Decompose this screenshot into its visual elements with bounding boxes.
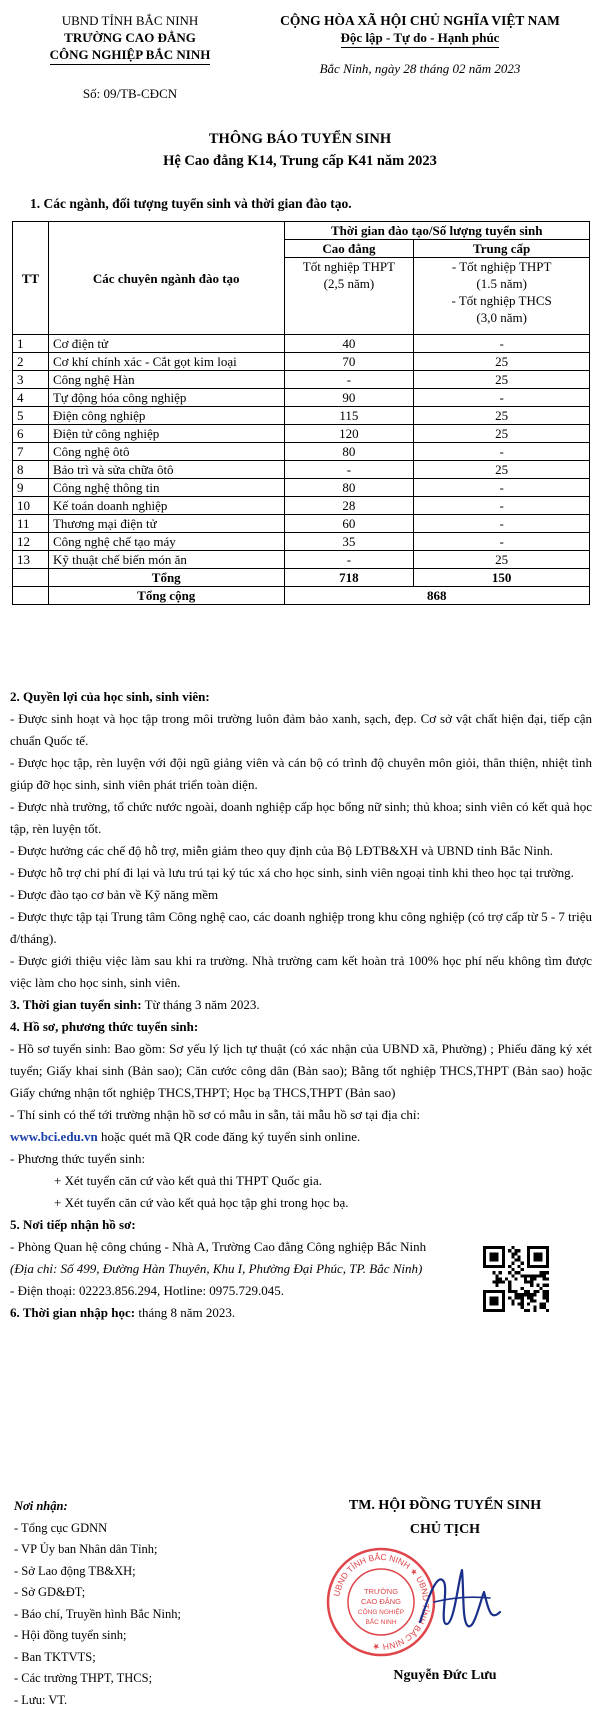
table-row: [13, 533, 590, 551]
benefit-item: - Được thực tập tại Trung tâm Công nghệ cao, các doanh nghiệp trong khu công nghiệp (có trợ cấp từ 5 - 7 triệu đ/tháng).: [10, 909, 592, 946]
recipient-item: - Báo chí, Truyền hình Bắc Ninh;: [14, 1606, 182, 1621]
row-cd: 115: [284, 407, 414, 425]
recipient-item: - Sở Lao động TB&XH;: [14, 1563, 136, 1578]
row-number: 6: [13, 425, 49, 443]
signer-name: Nguyễn Đức Lưu: [393, 1668, 497, 1683]
table-row: [13, 389, 590, 407]
form-text: - Thí sinh có thể tới trường nhận hồ sơ có mẫu in sẵn, tải mẫu hồ sơ tại địa chỉ: www.bci.edu.vn hoặc quét mã QR code đăng ký tuyển sinh online.: [10, 1107, 421, 1144]
row-major: Công nghệ ôtô: [48, 443, 284, 461]
row-tc: -: [414, 335, 590, 353]
qr-code-icon[interactable]: [483, 1246, 549, 1312]
row-number: 3: [13, 371, 49, 389]
recipient-item: - VP Ủy ban Nhân dân Tỉnh;: [14, 1542, 158, 1556]
row-major: Điện công nghiệp: [48, 407, 284, 425]
place-date: Bắc Ninh, ngày 28 tháng 02 năm 2023: [319, 61, 521, 76]
section6-heading: 6. Thời gian nhập học:: [10, 1305, 136, 1320]
dossier-text: - Hồ sơ tuyển sinh: Bao gồm: Sơ yếu lý lịch tự thuật (có xác nhận của UBND xã, Phường) ; Phiếu đăng ký xét tuyển; Giấy khai sinh (Bản sao); Căn cước công dân (Bản sao); Bằng tốt nghiệp THCS,THPT (Bản sao) hoặc Giấy chứng nhận tốt nghiệp THCS,THPT; Học bạ THCS,THPT (Bản sao): [10, 1041, 592, 1100]
issuer-line1: UBND TỈNH BẮC NINH: [61, 13, 199, 28]
benefit-item: - Được giới thiệu việc làm sau khi ra trường. Nhà trường cam kết hoàn trả 100% học phí nếu không tìm được việc làm cho học sinh, sinh viên.: [10, 953, 592, 990]
nation-block: [246, 12, 594, 77]
row-number: 12: [13, 533, 49, 551]
benefit-item: - Được hưởng các chế độ hỗ trợ, miễn giảm theo quy định của Bộ LĐTB&XH và UBND tỉnh Bắc Ninh.: [10, 843, 554, 858]
table-row: [13, 425, 590, 443]
section2-heading: 2. Quyền lợi của học sinh, sinh viên:: [10, 689, 210, 704]
row-major: Điện tử công nghiệp: [48, 425, 284, 443]
table-row: [13, 551, 590, 569]
issuer-block: [10, 12, 250, 102]
row-tc: 25: [414, 551, 590, 569]
section1-heading: 1. Các ngành, đối tượng tuyển sinh và thời gian đào tạo.: [30, 196, 352, 211]
row-cd: 35: [284, 533, 414, 551]
row-cd: 80: [284, 479, 414, 497]
row-major: Tự động hóa công nghiệp: [48, 389, 284, 407]
row-major: Công nghệ Hàn: [48, 371, 284, 389]
section6-text: tháng 8 năm 2023.: [135, 1305, 236, 1320]
recipients-block: [14, 1496, 284, 1711]
row-tc: -: [414, 515, 590, 533]
grand-total-value: 868: [284, 587, 589, 605]
row-major: Công nghệ chế tạo máy: [48, 533, 284, 551]
issuer-line2: TRƯỜNG CAO ĐẲNG: [64, 30, 196, 45]
doc-number: Số: 09/TB-CĐCN: [82, 86, 178, 101]
svg-text:CÔNG NGHIỆP: CÔNG NGHIỆP: [357, 1609, 405, 1616]
method-1: + Xét tuyển căn cứ vào kết quả thi THPT Quốc gia.: [54, 1173, 323, 1188]
row-number: 5: [13, 407, 49, 425]
reception-place: - Phòng Quan hệ công chúng - Nhà A, Trường Cao đẳng Công nghiệp Bắc Ninh: [10, 1239, 427, 1254]
section5-heading: 5. Nơi tiếp nhận hồ sơ:: [10, 1217, 136, 1232]
row-cd: 40: [284, 335, 414, 353]
method-2: + Xét tuyển căn cứ vào kết quả học tập ghi trong học bạ.: [54, 1195, 349, 1210]
table-row: [13, 335, 590, 353]
row-major: Kế toán doanh nghiệp: [48, 497, 284, 515]
section3-heading: 3. Thời gian tuyển sinh:: [10, 997, 142, 1012]
recipient-item: - Sở GD&ĐT;: [14, 1585, 86, 1599]
method-heading: - Phương thức tuyển sinh:: [10, 1151, 146, 1166]
table-row: [13, 497, 590, 515]
row-cd: 120: [284, 425, 414, 443]
row-number: 1: [13, 335, 49, 353]
row-major: Cơ điện tử: [48, 335, 284, 353]
recipient-item: - Tổng cục GDNN: [14, 1520, 108, 1535]
col-cd-header: Cao đẳng: [284, 240, 414, 258]
benefit-item: - Được sinh hoạt và học tập trong môi trường luôn đảm bảo xanh, sạch, đẹp. Cơ sở vật chất hiện đại, tiếp cận chuẩn Quốc tế.: [10, 711, 592, 748]
section4-heading: 4. Hồ sơ, phương thức tuyển sinh:: [10, 1019, 199, 1034]
nation-title: CỘNG HÒA XÃ HỘI CHỦ NGHĨA VIỆT NAM: [280, 13, 560, 28]
benefit-item: - Được hỗ trợ chi phí đi lại và lưu trú tại ký túc xá cho học sinh, sinh viên ngoại tỉnh khi theo học tại trường.: [10, 865, 574, 880]
row-tc: 25: [414, 353, 590, 371]
total-label: Tổng: [48, 569, 284, 587]
table-row: [13, 443, 590, 461]
row-cd: 70: [284, 353, 414, 371]
row-tc: -: [414, 389, 590, 407]
total-cd: 718: [284, 569, 414, 587]
row-number: 2: [13, 353, 49, 371]
row-tc: 25: [414, 371, 590, 389]
row-major: Kỹ thuật chế biến món ăn: [48, 551, 284, 569]
table-row: [13, 407, 590, 425]
table-row: [13, 479, 590, 497]
benefits-list: [10, 708, 592, 994]
row-major: Công nghệ thông tin: [48, 479, 284, 497]
recipient-item: - Các trường THPT, THCS;: [14, 1671, 153, 1685]
reception-phone: - Điện thoại: 02223.856.294, Hotline: 0975.729.045.: [10, 1283, 285, 1298]
table-row: [13, 515, 590, 533]
reception-address: (Địa chỉ: Số 499, Đường Hàn Thuyên, Khu I, Phường Đại Phúc, TP. Bắc Ninh): [10, 1261, 423, 1276]
benefit-item: - Được học tập, rèn luyện với đội ngũ giảng viên và cán bộ có trình độ chuyên môn giỏi, thân thiện, nhiệt tình giúp đỡ học sinh, sinh viên phát triển toàn diện.: [10, 755, 592, 792]
website-link[interactable]: www.bci.edu.vn: [10, 1129, 98, 1144]
recipient-item: - Ban TKTVTS;: [14, 1649, 96, 1664]
recipient-item: - Hội đồng tuyển sinh;: [14, 1628, 127, 1642]
doc-title-line2: Hệ Cao đẳng K14, Trung cấp K41 năm 2023: [163, 153, 437, 169]
row-number: 11: [13, 515, 49, 533]
handwritten-signature: [410, 1552, 510, 1652]
cd-sub-header: Tốt nghiệp THPT (2,5 năm): [284, 258, 414, 335]
row-major: Cơ khí chính xác - Cắt gọt kim loại: [48, 353, 284, 371]
row-cd: -: [284, 371, 414, 389]
row-cd: 80: [284, 443, 414, 461]
row-tc: -: [414, 479, 590, 497]
benefit-item: - Được đào tạo cơ bản về Kỹ năng mềm: [10, 887, 219, 902]
row-number: 4: [13, 389, 49, 407]
tc-sub-header: - Tốt nghiệp THPT (1.5 năm) - Tốt nghiệp THCS (3,0 năm): [414, 258, 590, 335]
svg-text:UBND TỈNH BẮC NINH ★ UBND TỈNH: UBND TỈNH BẮC NINH ★ UBND TỈNH BẮC NINH ★: [331, 1551, 432, 1653]
svg-text:TRƯỜNG: TRƯỜNG: [363, 1587, 399, 1596]
section3-text: Từ tháng 3 năm 2023.: [141, 997, 260, 1012]
row-cd: -: [284, 461, 414, 479]
admission-table: [12, 221, 590, 605]
col-tt-header: TT: [13, 222, 49, 335]
nation-motto: Độc lập - Tự do - Hạnh phúc: [341, 29, 500, 48]
table-body: [13, 335, 590, 569]
col-tc-header: Trung cấp: [414, 240, 590, 258]
svg-text:BẮC NINH: BẮC NINH: [365, 1619, 397, 1626]
table-row: [13, 371, 590, 389]
row-cd: 90: [284, 389, 414, 407]
row-number: 8: [13, 461, 49, 479]
svg-text:CAO ĐẲNG: CAO ĐẲNG: [360, 1597, 402, 1606]
row-number: 13: [13, 551, 49, 569]
grand-total-label: Tổng cộng: [48, 587, 284, 605]
row-tc: -: [414, 497, 590, 515]
signature-role: CHỦ TỊCH: [409, 1522, 481, 1537]
row-major: Thương mại điện tử: [48, 515, 284, 533]
benefit-item: - Được nhà trường, tổ chức nước ngoài, doanh nghiệp cấp học bổng nữ sinh; thủ khoa; sinh viên có kết quả học tập, rèn luyện tốt.: [10, 799, 592, 836]
row-tc: -: [414, 443, 590, 461]
recipients-heading: Nơi nhận:: [14, 1499, 68, 1513]
row-cd: 28: [284, 497, 414, 515]
row-major: Bảo trì và sửa chữa ôtô: [48, 461, 284, 479]
issuer-line3: CÔNG NGHIỆP BẮC NINH: [50, 46, 211, 65]
row-tc: -: [414, 533, 590, 551]
row-cd: 60: [284, 515, 414, 533]
row-number: 7: [13, 443, 49, 461]
col-major-header: Các chuyên ngành đào tạo: [48, 222, 284, 335]
table-row: [13, 353, 590, 371]
row-tc: 25: [414, 407, 590, 425]
recipient-item: - Lưu: VT.: [14, 1692, 68, 1707]
doc-title-line1: THÔNG BÁO TUYỂN SINH: [208, 131, 392, 147]
row-tc: 25: [414, 461, 590, 479]
signature-block: [300, 1494, 590, 1542]
signature-title: TM. HỘI ĐỒNG TUYỂN SINH: [348, 1498, 542, 1513]
row-cd: -: [284, 551, 414, 569]
row-number: 10: [13, 497, 49, 515]
row-tc: 25: [414, 425, 590, 443]
col-group-header: Thời gian đào tạo/Số lượng tuyển sinh: [284, 222, 589, 240]
row-number: 9: [13, 479, 49, 497]
notice-body: [10, 686, 592, 1324]
doc-title: [0, 128, 600, 172]
total-tc: 150: [414, 569, 590, 587]
table-row: [13, 461, 590, 479]
